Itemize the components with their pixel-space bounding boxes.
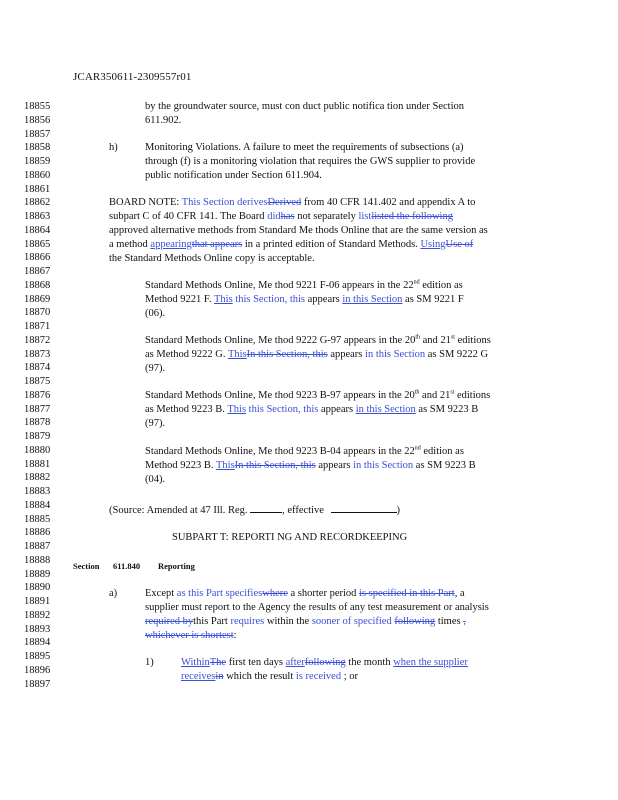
- paragraph-line: by the groundwater source, must con duct public notifica tion under Section: [145, 101, 465, 112]
- line-number: 18890: [24, 582, 51, 594]
- item-1-line: [181, 656, 468, 670]
- text-run: not separately: [297, 211, 356, 222]
- deleted-text: whichever is shortest: [145, 630, 234, 641]
- deleted-text: In this Section, this: [234, 460, 316, 471]
- deleted-text: is specified in this Part: [359, 588, 455, 599]
- line-number: 18878: [24, 417, 51, 429]
- text-run: ): [396, 505, 401, 516]
- inserted-text: after: [285, 657, 305, 668]
- subpart-heading: SUBPART T: REPORTI NG AND RECORDKEEPING: [172, 532, 408, 543]
- item-a-line: supplier must report to the Agency the results of any test measurement or analysis: [145, 602, 489, 613]
- line-number: 18856: [24, 114, 51, 126]
- text-run: and 21: [422, 335, 451, 346]
- text-run: a shorter period: [290, 588, 357, 599]
- item-1-line: [181, 670, 358, 684]
- inserted-text: sooner of specified: [311, 616, 392, 627]
- superscript: st: [450, 334, 455, 341]
- text-run: (Source: Amended at 47 Ill. Reg.: [109, 505, 248, 516]
- line-number: 18895: [24, 651, 51, 662]
- item-h-line: Monitoring Violations. A failure to meet the requirements of subsections (a): [145, 142, 464, 153]
- text-run: subpart C of 40 CFR 141. The Board: [109, 211, 265, 222]
- method-line: [145, 403, 478, 417]
- line-number: 18881: [24, 458, 51, 470]
- deleted-text: In this Section, this: [246, 349, 328, 360]
- text-run: from 40 CFR 141.402 and appendix A to: [303, 197, 476, 208]
- text-run: Standard Methods Online, Me thod 9223 B-97 appears in the 20: [145, 390, 415, 401]
- line-number: 18867: [24, 266, 51, 277]
- superscript: nd: [414, 445, 421, 452]
- item-label-a: a): [109, 588, 118, 599]
- line-number: 18879: [24, 431, 51, 442]
- inserted-text: when the supplier: [393, 657, 468, 668]
- deleted-text: following: [394, 616, 436, 627]
- inserted-text: in this Section: [342, 294, 403, 305]
- line-numbers: [24, 100, 60, 691]
- source-note: [109, 503, 400, 518]
- method-line: (04).: [145, 474, 166, 485]
- text-run: editions: [456, 390, 491, 401]
- board-note-label: BOARD NOTE:: [109, 197, 180, 208]
- deleted-text: has: [280, 211, 295, 222]
- inserted-text: in this Section: [355, 404, 416, 415]
- text-run: Method 9221 F.: [145, 294, 212, 305]
- item-h-line: through (f) is a monitoring violation that requires the GWS supplier to provide: [145, 156, 476, 167]
- line-number: 18896: [24, 664, 51, 676]
- text-run: appears: [321, 404, 354, 415]
- method-line: [145, 445, 464, 459]
- line-number: 18875: [24, 376, 51, 387]
- text-run: as SM 9222 G: [427, 349, 489, 360]
- document-id: JCAR350611-2309557r01: [73, 71, 192, 83]
- text-run: which the result: [226, 671, 294, 682]
- line-number: 18873: [24, 348, 51, 360]
- text-run: within the: [266, 616, 310, 627]
- line-number: 18877: [24, 403, 51, 415]
- deleted-text: The: [209, 657, 227, 668]
- inserted-text: in this Section: [353, 460, 414, 471]
- line-number: 18897: [24, 678, 51, 690]
- line-number: 18870: [24, 307, 51, 319]
- line-number: 18858: [24, 142, 51, 154]
- superscript: nd: [413, 279, 420, 286]
- text-run: , effective: [282, 505, 324, 516]
- inserted-text: This: [227, 404, 247, 415]
- deleted-text: following: [304, 657, 346, 668]
- method-line: [145, 348, 488, 362]
- inserted-text: this Section, this: [246, 404, 319, 415]
- deleted-text: where: [262, 588, 288, 599]
- deleted-text: Derived: [267, 197, 302, 208]
- blank-line: [331, 503, 397, 513]
- inserted-text: is received: [295, 671, 342, 682]
- inserted-text: This: [215, 460, 235, 471]
- line-number: 18871: [24, 321, 51, 332]
- board-note-line: [109, 210, 453, 224]
- line-number: 18868: [24, 279, 51, 291]
- section-label: Section: [73, 561, 100, 571]
- inserted-text: receives: [181, 671, 216, 682]
- section-title: Reporting: [158, 561, 195, 571]
- text-run: and 21: [422, 390, 451, 401]
- text-run: appears: [318, 460, 351, 471]
- text-run: first ten days: [228, 657, 283, 668]
- inserted-text: as this Part specifies: [176, 588, 263, 599]
- inserted-text: this Section, this: [232, 294, 305, 305]
- text-run: the month: [348, 657, 391, 668]
- line-number: 18891: [24, 596, 51, 607]
- method-line: (06).: [145, 308, 166, 319]
- method-line: [145, 279, 463, 293]
- line-number: 18874: [24, 362, 51, 374]
- text-run: editions: [457, 335, 491, 346]
- text-run: Except: [145, 588, 175, 599]
- line-number: 18889: [24, 568, 51, 580]
- inserted-text: This: [227, 349, 247, 360]
- line-number: 18869: [24, 293, 51, 305]
- line-number: 18855: [24, 101, 51, 112]
- line-number: 18894: [24, 637, 51, 649]
- item-label-1: 1): [145, 657, 154, 668]
- superscript: st: [450, 389, 455, 396]
- line-number: 18864: [24, 224, 51, 236]
- text-run: appears: [330, 349, 363, 360]
- deleted-text: listed the following: [371, 211, 453, 222]
- text-run: edition as: [422, 280, 463, 291]
- method-line: [145, 389, 490, 403]
- inserted-text: list: [358, 211, 372, 222]
- board-note-line: [109, 196, 475, 210]
- line-number: 18860: [24, 169, 51, 181]
- inserted-text: appearing: [150, 239, 192, 250]
- line-number: 18880: [24, 444, 51, 456]
- text-run: as SM 9223 B: [418, 404, 479, 415]
- deleted-text: ,: [463, 616, 466, 627]
- line-number: 18863: [24, 211, 51, 222]
- inserted-text: in this Section: [365, 349, 426, 360]
- inserted-text: This Section derives: [181, 197, 268, 208]
- line-number: 18857: [24, 128, 51, 140]
- line-number: 18876: [24, 389, 51, 401]
- text-run: , a: [454, 588, 465, 599]
- text-run: ; or: [343, 671, 359, 682]
- text-run: as SM 9221 F: [405, 294, 464, 305]
- text-run: Method 9223 B.: [145, 460, 214, 471]
- line-number: 18893: [24, 623, 51, 635]
- line-number: 18872: [24, 334, 51, 346]
- method-line: (97).: [145, 363, 166, 374]
- deleted-text: required by: [145, 616, 194, 627]
- line-number: 18883: [24, 486, 51, 497]
- inserted-text: did: [267, 211, 281, 222]
- section-number: 611.840: [113, 561, 141, 571]
- deleted-text: that appears: [191, 239, 243, 250]
- line-number: 18882: [24, 472, 51, 484]
- text-run: appears: [307, 294, 340, 305]
- board-note-line: approved alternative methods from Standard Me thods Online that are the same version as: [109, 225, 488, 236]
- inserted-text: Using: [420, 239, 446, 250]
- inserted-text: Within: [181, 657, 210, 668]
- text-run: times: [437, 616, 461, 627]
- method-line: (97).: [145, 418, 166, 429]
- item-label-h: h): [109, 142, 118, 153]
- line-number: 18887: [24, 541, 51, 552]
- board-note-line: [109, 238, 473, 252]
- item-a-line: [145, 587, 465, 601]
- paragraph-line: 611.902.: [145, 115, 182, 126]
- item-a-line: [145, 629, 237, 643]
- text-run: Standard Methods Online, Me thod 9223 B-04 appears in the 22: [145, 446, 415, 457]
- line-number: 18892: [24, 609, 51, 621]
- line-number: 18886: [24, 527, 51, 539]
- item-h-line: public notification under Section 611.904.: [145, 170, 322, 181]
- line-number: 18866: [24, 252, 51, 264]
- text-run: Standard Methods Online, Me thod 9222 G-97 appears in the 20: [145, 335, 416, 346]
- line-number: 18859: [24, 156, 51, 167]
- line-number: 18865: [24, 238, 51, 250]
- text-run: as Method 9223 B.: [145, 404, 225, 415]
- line-number: 18885: [24, 513, 51, 525]
- text-run: Standard Methods Online, Me thod 9221 F-06 appears in the 22: [145, 280, 414, 291]
- superscript: th: [414, 389, 420, 396]
- board-note-line: the Standard Methods Online copy is acceptable.: [109, 253, 315, 264]
- method-line: [145, 334, 491, 348]
- text-run: as Method 9222 G.: [145, 349, 226, 360]
- deleted-text: in: [215, 671, 224, 682]
- text-run: edition as: [423, 446, 464, 457]
- line-number: 18888: [24, 554, 51, 566]
- deleted-text: Use of: [445, 239, 474, 250]
- text-run: in a printed edition of Standard Methods.: [244, 239, 418, 250]
- text-run: :: [233, 630, 237, 641]
- method-line: [145, 459, 476, 473]
- item-a-line: [145, 615, 466, 629]
- line-number: 18884: [24, 499, 51, 511]
- method-line: [145, 293, 464, 307]
- superscript: th: [415, 334, 421, 341]
- line-number: 18861: [24, 183, 51, 195]
- text-run: this Part: [193, 616, 228, 627]
- text-run: a method: [109, 239, 148, 250]
- inserted-text: This: [213, 294, 233, 305]
- blank-line: [250, 503, 282, 513]
- inserted-text: requires: [230, 616, 265, 627]
- text-run: as SM 9223 B: [415, 460, 476, 471]
- line-number: 18862: [24, 197, 51, 209]
